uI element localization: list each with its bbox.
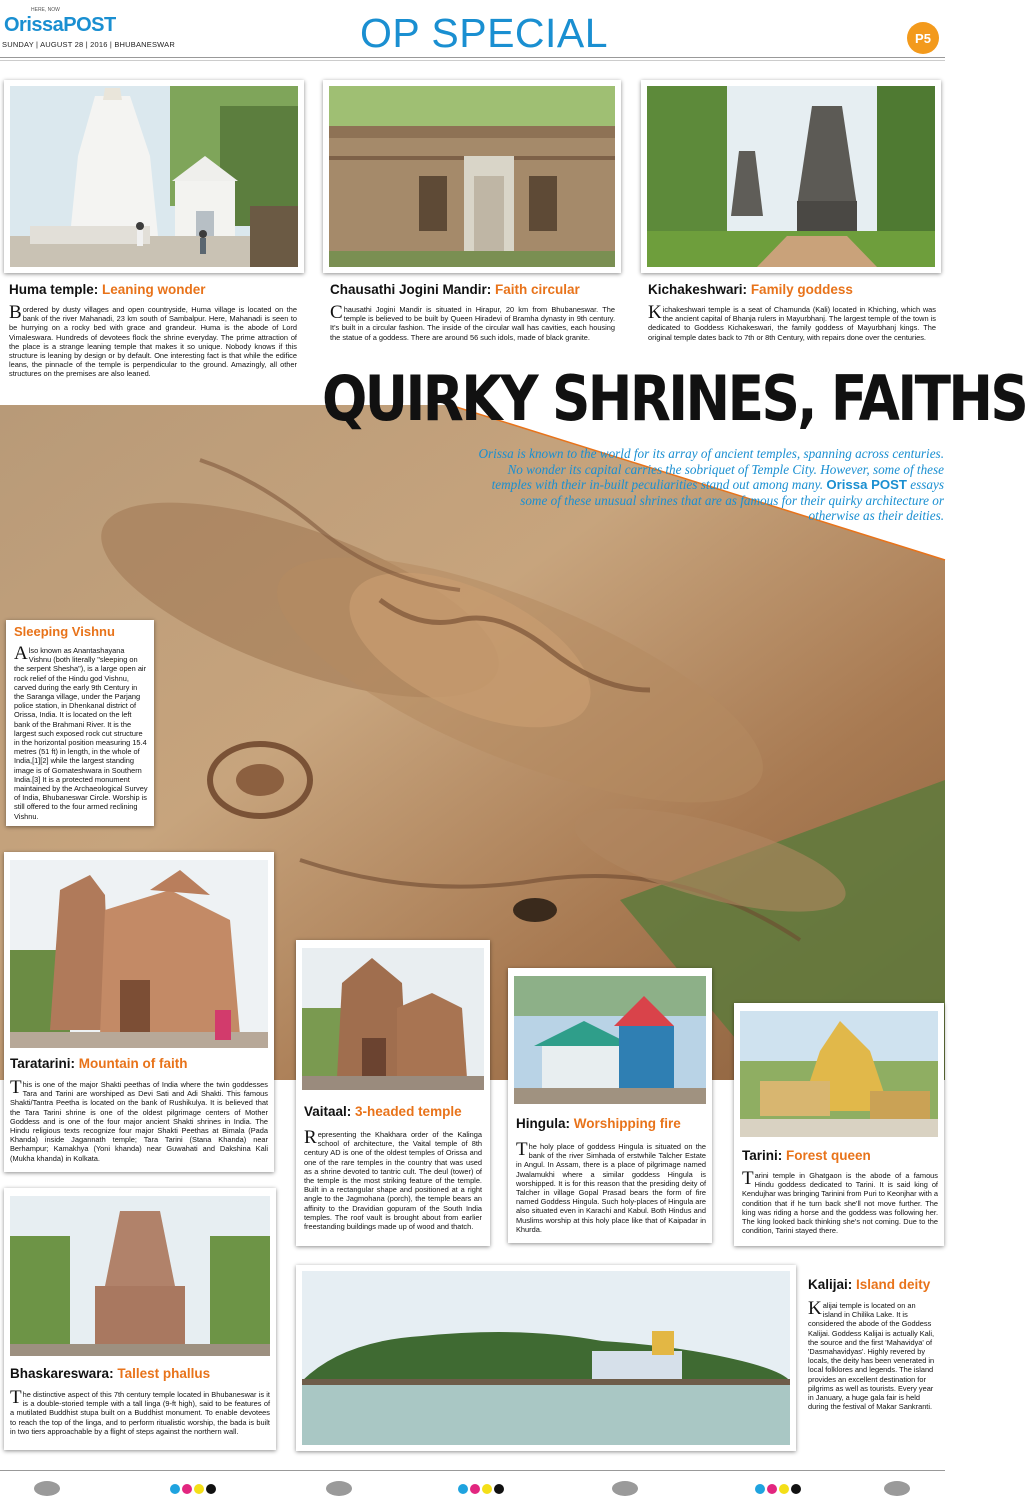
kalijai-box: [802, 1265, 944, 1451]
kalijai-tag: Island deity: [856, 1277, 931, 1292]
intro-part1: Orissa is known to the world for its array of ancient temples, spanning across centuries. No wonder its capital carries the sobriquet of Temple City. However, some of these temples with their in-built peculiarities stand out among many.: [478, 446, 944, 493]
registration-mark: [34, 1481, 60, 1496]
magenta-dot: [182, 1484, 192, 1494]
tarini-tag: Forest queen: [786, 1148, 871, 1163]
brand-part2: POST: [63, 14, 116, 36]
taratarini-dropcap: T: [10, 1077, 22, 1098]
hingula-name: Hingula:: [516, 1116, 570, 1131]
chausathi-caption: [330, 282, 580, 297]
black-dot: [791, 1484, 801, 1494]
kichakeshwari-body: [648, 302, 936, 342]
chausathi-name: Chausathi Jogini Mandir:: [330, 282, 492, 297]
intro-brand: Orissa POST: [826, 477, 907, 493]
bhaskareswara-tag: Tallest phallus: [117, 1366, 211, 1381]
chausathi-tag: Faith circular: [495, 282, 580, 297]
bhaskareswara-text: he distinctive aspect of this 7th century temple located in Bhubaneswar is it is a double-storied temple with a tall linga (9-ft high), said to be features of a mutilated Buddhist stupa built on a Buddhist monument. To enable devotees to reach the top of the linga, and to perform ritualistic worship, the bada is built in two tiers approachable by a flight of steps against the northern wall.: [10, 1390, 270, 1436]
tarini-caption: [742, 1148, 871, 1163]
bhaskareswara-box: [4, 1188, 276, 1450]
chausathi-text: hausathi Jogini Mandir is situated in Hirapur, 20 km from Bhubaneswar. The temple is believed to be built by Queen Hiradevi of Bramha dynasty in 9th century. It's built in a circular fashion. The inside of the circular wall has cavities, each housing the statue of a goddess. There are around 56 such idols, made of black granite.: [330, 305, 615, 342]
intro-part2: essays some of these unusual shrines that are as famous for their quirky architecture or otherwise as their deities.: [520, 477, 944, 524]
cyan-dot: [755, 1484, 765, 1494]
tarini-box: [734, 1003, 944, 1246]
kichakeshwari-photo-frame: [641, 80, 941, 273]
vaitaal-body: [304, 1127, 482, 1232]
vishnu-text: lso known as Anantashayana Vishnu (both literally "sleeping on the serpent Shesha"), is a large open air rock relief of the Hindu god Vishnu, carved during the early 9th Century in the Saranga village, under the Parjang police station, in Dhenkanal district of Orissa, India. It is located on the left bank of the Brahmani River. It is the largest such exposed rock cut structure in the horizontal position measuring 15.4 metres (51 ft) in length, in the whole of India,[1][2] while the largest standing image is of Gomateshwara in Southern India.[3] It is a protected monument maintained by the Archaeological Survey of India, Bhubaneswar Circle. Worship is still offered to the four armed reclining Vishnu.: [14, 646, 148, 821]
bhaskareswara-name: Bhaskareswara:: [10, 1366, 114, 1381]
page-number-badge: P5: [907, 22, 939, 54]
tarini-text: arini temple in Ghatgaon is the abode of a famous Hindu goddess dedicated to Tarini. It is said king of Kendujhar was bringing Tarinini from Puri to Keonjhar with a condition that if he turn back she'll not move further. The king was riding a horse and the goddess was following her. The king looked back thinking she's not coming. Due to the condition, Tarini stayed there.: [742, 1171, 938, 1236]
brand-part1: Orissa: [4, 14, 64, 36]
tarini-name: Tarini:: [742, 1148, 783, 1163]
brand-tag: HERE, NOW: [31, 7, 60, 13]
magenta-dot: [767, 1484, 777, 1494]
vishnu-dropcap: A: [14, 643, 28, 664]
huma-dropcap: B: [9, 302, 22, 323]
huma-temple-photo: [10, 86, 298, 267]
kalijai-dropcap: K: [808, 1298, 822, 1319]
huma-caption: [9, 282, 206, 297]
vishnu-caption: [14, 624, 115, 639]
bhaskareswara-caption: [10, 1366, 210, 1381]
huma-photo-frame: [4, 80, 304, 273]
vaitaal-box: [296, 940, 490, 1246]
kichakeshwari-tag: Family goddess: [750, 282, 853, 297]
kalijai-name: Kalijai:: [808, 1277, 853, 1292]
chausathi-body: [330, 302, 615, 342]
tarini-dropcap: T: [742, 1168, 754, 1189]
masthead-rule-thin: [0, 60, 945, 61]
hingula-temple-photo: [514, 976, 706, 1104]
hingula-dropcap: T: [516, 1139, 528, 1160]
hingula-tag: Worshipping fire: [573, 1116, 681, 1131]
taratarini-tag: Mountain of faith: [78, 1056, 188, 1071]
kichakeshwari-text: ichakeshwari temple is a seat of Chamunda (Kali) located in Khiching, which was the ancient capital of Bhanja rulers in Mayurbhanj. The largest temple of the town is dedicated to Goddess Kichakeswari, the family goddess of Mayurbhanj kings. The original temple dates back to 7th or 8th Century, with repairs done over the centuries.: [648, 305, 936, 342]
hingula-caption: [516, 1116, 681, 1131]
brand-logo: [4, 7, 116, 37]
black-dot: [494, 1484, 504, 1494]
kalijai-photo-frame: [296, 1265, 796, 1451]
taratarini-text: his is one of the major Shakti peethas of India where the twin goddesses Tara and Tarini are worshiped as Devi Sati and Adi Shakti. This famous Shakti/Tantra Peetha is located on the bank of Rushikulya. It is believed that the Tara Tarini shrine is one of the oldest pilgrimage centers of Mother Goddess and is one of the four major ancient Shakti shrines in India. The Hindu religious texts recognize four major Shakti Peethas at Bimala (Pada Khanda) inside Jagannath temple; Tara Tarini (Stana Khanda) near Berhampur; Kamakhya (Yoni khanda) near Guwahati and Dakshina Kali (Mukha khanda) in Kolkata.: [10, 1080, 268, 1163]
registration-mark: [326, 1481, 352, 1496]
bhaskareswara-temple-photo: [10, 1196, 270, 1356]
vaitaal-dropcap: R: [304, 1127, 317, 1148]
taratarini-caption: [10, 1056, 188, 1071]
yellow-dot: [779, 1484, 789, 1494]
vishnu-textbox: [6, 620, 154, 826]
taratarini-name: Taratarini:: [10, 1056, 76, 1071]
kalijai-caption: [808, 1277, 930, 1292]
kalijai-island-photo: [302, 1271, 790, 1445]
chausathi-dropcap: C: [330, 302, 343, 323]
kalijai-body: [808, 1298, 936, 1412]
huma-name: Huma temple:: [9, 282, 99, 297]
dateline: SUNDAY | AUGUST 28 | 2016 | BHUBANESWAR: [2, 40, 176, 49]
huma-body: [9, 302, 297, 379]
intro-text: [468, 446, 944, 524]
vaitaal-tag: 3-headed temple: [355, 1104, 462, 1119]
bhaskareswara-dropcap: T: [10, 1387, 22, 1408]
black-dot: [206, 1484, 216, 1494]
chausathi-temple-photo: [329, 86, 615, 267]
taratarini-body: [10, 1077, 268, 1163]
yellow-dot: [194, 1484, 204, 1494]
taratarini-temple-photo: [10, 860, 268, 1048]
vishnu-body: [14, 643, 148, 821]
yellow-dot: [482, 1484, 492, 1494]
cyan-dot: [458, 1484, 468, 1494]
huma-tag: Leaning wonder: [102, 282, 206, 297]
huma-text: ordered by dusty villages and open countryside, Huma village is located on the bank of the river Mahanadi, 23 km south of Sambalpur. Here, Mahanadi is seen to be hurrying on a rocky bed with grace and grandeur. Huma is the abode of Lord Vimaleswara. Hundreds of devotees flock the shrine everyday. The prime attraction of the place is a strange leaning temple that makes it so unique. Nobody knows if this structure is leaning by design or by default. One interesting fact is that while the edifice leans, the pinnacle of the temple is perpendicular to the ground. Amazingly, all other structures on the premises are also leaned.: [9, 305, 297, 379]
vaitaal-caption: [304, 1104, 462, 1119]
tarini-body: [742, 1168, 938, 1236]
bhaskareswara-body: [10, 1387, 270, 1436]
tarini-temple-photo: [740, 1011, 938, 1137]
vishnu-tag: Sleeping Vishnu: [14, 624, 115, 639]
vaitaal-text: epresenting the Khakhara order of the Kalinga school of architecture, the Vaital temple of 8th century AD is one of the oldest temples of Orissa and one of the rare temples in the country that was used as a shrine devoted to tantric cult. The deul (tower) of the temple is the most striking feature of the temple. Built in a rectangular shape and positioned at a right angle to the Jagmohana (porch), the temple bears an affinity to the Dravidian gopuram of the South India temples. The roof vault is brought about from earlier freestanding buildings made up of wood and thatch.: [304, 1130, 482, 1232]
taratarini-box: [4, 852, 274, 1172]
cyan-dot: [170, 1484, 180, 1494]
chausathi-photo-frame: [323, 80, 621, 273]
registration-mark: [612, 1481, 638, 1496]
vaitaal-temple-photo: [302, 948, 484, 1090]
kichakeshwari-dropcap: K: [648, 302, 662, 323]
registration-mark: [884, 1481, 910, 1496]
magenta-dot: [470, 1484, 480, 1494]
main-headline: QUIRKY SHRINES, FAITHS: [322, 362, 1026, 435]
masthead-rule: [0, 57, 945, 58]
hingula-text: he holy place of goddess Hingula is situated on the bank of the river Simhada of erstwhile Talcher Estate in Angul. In Assam, there is a place of pilgrimage named Jwalamukhi where a similar goddess Hingula is worshipped. It is for this reason that the presiding deity of Talcher in village Gopal Prasad bears the form of fire named Goddess Hingula. Such holy-places of Hingula are also situated even in Karachi and Kabul. Both Hindus and Muslims worship at this holy place like that of Kaipadar in Khurda.: [516, 1142, 706, 1234]
kalijai-text: alijai temple is located on an island in Chilika Lake. It is considered the abode of the Goddess Kalijai. Goddess Kalijai is actually Kali, the source and the first 'Mahavidya' of 'Dasmahavidyas'. Highly revered by locals, the deity has been venerated in local folklores and legends. The island provides an excellent destination for pilgrims as well as tourists. Every year in January, a huge gala fair is held during the festival of Makar Sankranti.: [808, 1301, 935, 1412]
section-title: OP SPECIAL: [360, 10, 609, 56]
kichakeshwari-caption: [648, 282, 853, 297]
kichakeshwari-temple-photo: [647, 86, 935, 267]
footer-rule: [0, 1470, 945, 1471]
hingula-body: [516, 1139, 706, 1234]
kichakeshwari-name: Kichakeshwari:: [648, 282, 748, 297]
hingula-box: [508, 968, 712, 1243]
vaitaal-name: Vaitaal:: [304, 1104, 352, 1119]
